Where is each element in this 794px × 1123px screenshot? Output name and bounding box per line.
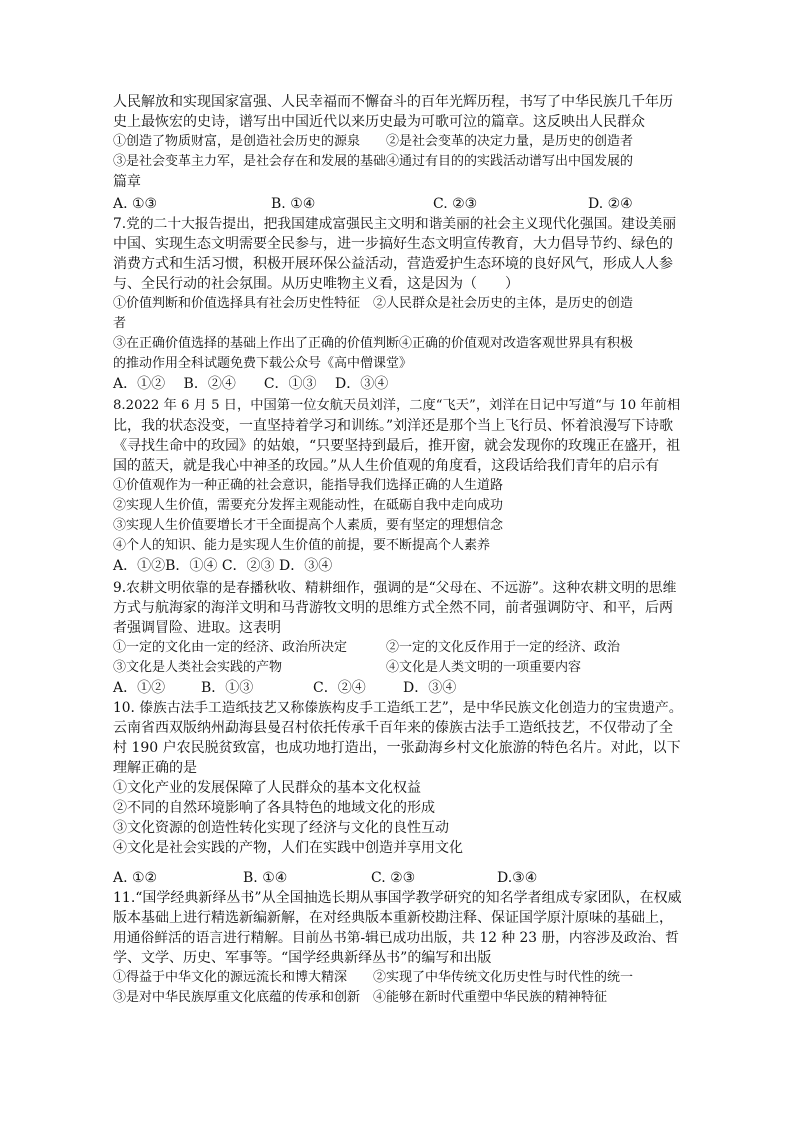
question-8 [113,396,685,576]
text-line: 11.“国学经典新绎丛书”从全国抽选长期从事国学教学研究的知名学者组成专家团队，在权威 [113,890,682,906]
text-line: 7.党的二十大报告提出，把我国建成富强民主文明和谐美丽的社会主义现代化强国。建设美丽 [113,216,677,232]
text-line: ④文化是社会实践的产物，人们在实践中创造并享用文化 [113,840,463,856]
text-line: 史上最恢宏的史诗，谱写出中国近代以来历史最为可歌可泣的篇章。这反映出人民群众 [113,114,645,130]
question-10 [113,698,685,858]
text-line: 《寻找生命中的玫园》的姑娘，“只要坚持到最后，推开窗，就会发现你的玫瑰正在盛开，祖 [113,438,681,454]
option-d: D. ②④ [588,196,633,212]
text-line: ①价值观作为一种正确的社会意识，能指导我们选择正确的人生道路 [113,478,504,493]
option-c: C. ②③ [433,196,478,212]
text-line: ③是社会变革主力军，是社会存在和发展的基础④通过有目的的实践活动谱写出中国发展的 [113,154,634,169]
text-line: 篇章 [113,174,141,190]
text-line: 8.2022 年 6 月 5 日，中国第一位女航天员刘洋，二度“飞天”，刘洋在日记中写道“与 10 年前相 [113,398,681,413]
text-line: ①文化产业的发展保障了人民群众的基本文化权益 [113,780,421,796]
question-11 [113,888,685,1008]
text-line: ②实现人生价值，需要充分发挥主观能动性，在砥砺自我中走向成功 [113,498,504,513]
text-line: ③实现人生价值要增长才干全面提高个人素质，要有坚定的理想信念 [113,518,504,533]
text-line: 理解正确的是 [113,760,197,776]
question-6-stem [113,92,685,192]
question-10-options [113,868,685,888]
question-6-options [113,194,685,214]
text-line: 中国、实现生态文明需要全民参与，进一步搞好生态文明宣传教育，大力倡导节约、绿色的 [113,236,673,252]
question-9 [113,578,685,678]
text-line: ①一定的文化由一定的经济、政治所决定 ②一定的文化反作用于一定的经济、政治 [113,640,621,655]
option-d: D．③④ [403,680,457,696]
option-c: C. ②③ [371,870,416,886]
option-b: B. ①④ [243,870,288,886]
option-b: B．①③ [201,680,254,696]
text-line: ③在正确价值选择的基础上作出了正确的价值判断④正确的价值观对改造客观世界具有积极 [113,336,634,351]
text-line: 版本基础上进行精选新编新解，在对经典版本重新校勘注释、保证国学原汁原味的基础上， [113,910,673,926]
text-line: 者 [113,316,127,331]
text-line: ③是对中华民族厚重文化底蕴的传承和创新 ④能够在新时代重塑中华民族的精神特征 [113,990,608,1005]
option-d: D.③④ [497,870,538,886]
option-a: A. ①② [113,870,158,886]
text-line: 9.农耕文明依靠的是春播秋收、精耕细作，强调的是“父母在、不远游”。这种农耕文明的思维 [113,580,677,596]
text-line: 消费方式和生活习惯，积极开展环保公益活动，营造爱护生态环境的良好风气，形成人人参 [113,256,673,272]
question-7-options: A．①② B．②④ C．①③ D．③④ [113,376,389,392]
text-line: 的推动作用全科试题免费下载公众号《高中僧课堂》 [113,356,413,371]
text-line: ①得益于中华文化的源远流长和博大精深 ②实现了中华传统文化历史性与时代性的统一 [113,970,634,985]
question-8-options: A．①②B．①④ C．②③ D．③④ [113,558,333,574]
option-b: B. ①④ [271,196,316,212]
text-line: 学、文学、历史、军事等。“国学经典新绎丛书”的编写和出版 [113,950,492,966]
option-a: A. ①③ [113,196,158,212]
text-line: ②不同的自然环境影响了各具特色的地域文化的形成 [113,800,435,816]
text-line: ④个人的知识、能力是实现人生价值的前提，要不断提高个人素养 [113,538,491,553]
text-line: ①价值判断和价值选择具有社会历史性特征 ②人民群众是社会历史的主体，是历史的创造 [113,296,634,311]
option-a: A．①② [113,680,166,696]
text-line: 10. 傣族古法手工造纸技艺又称傣族构皮手工造纸工艺”，是中华民族文化创造力的宝贵遗产。 [113,700,683,716]
text-line: 与、全民行动的社会氛围。从历史唯物主义看，这是因为（ ） [113,276,519,292]
question-9-options [113,678,685,698]
text-line: 云南省西双版纳州勐海县曼召村依托传承千百年来的傣族古法手工造纸技艺，不仅带动了全 [113,720,673,736]
text-line: 国的蓝天，就是我心中神圣的玫园。”从人生价值观的角度看，这段话给我们青年的启示有 [113,458,660,474]
text-line: 方式与航海家的海洋文明和马背游牧文明的思维方式全然不同，前者强调防守、和平，后两 [113,600,673,616]
text-line: 人民解放和实现国家富强、人民幸福而不懈奋斗的百年光辉历程，书写了中华民族几千年历 [113,94,673,110]
text-line: 者强调冒险、进取。这表明 [113,620,281,636]
text-line: 用通俗鲜活的语言进行精解。目前丛书第-辑已成功出版，共 12 种 23 册，内容涉及政治、哲 [113,930,679,946]
text-line: ③文化资源的创造性转化实现了经济与文化的良性互动 [113,820,449,836]
text-line: 村 190 户农民脱贫致富，也成功地打造出，一张勐海乡村文化旅游的特色名片。对此，以下 [113,740,681,756]
text-line: ③文化是人类社会实践的产物 ④文化是人类文明的一项重要内容 [113,660,582,675]
option-c: C．②④ [313,680,366,696]
question-7 [113,214,685,394]
text-line: 比，我的状态没变，一直坚持着学习和训练。”刘洋还是那个当上飞行员、怀着浪漫写下诗歌 [113,418,674,434]
text-line: ①创造了物质财富，是创造社会历史的源泉 ②是社会变革的决定力量，是历史的创造者 [113,134,634,149]
